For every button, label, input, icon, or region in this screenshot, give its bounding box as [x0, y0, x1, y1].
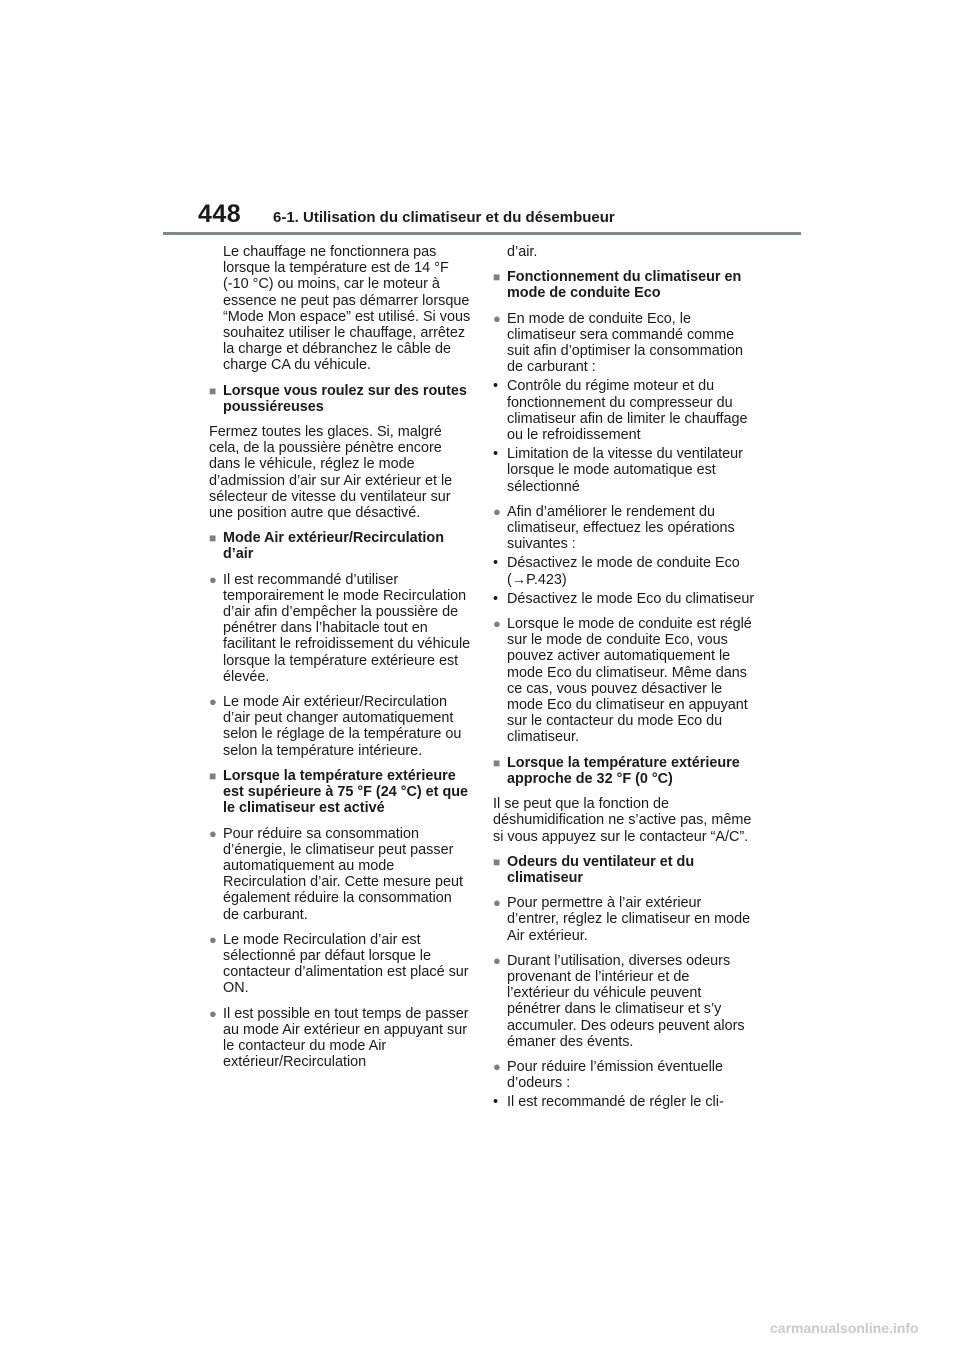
heading-air-mode: ■ Mode Air extérieur/Recirculation d’air — [209, 530, 444, 563]
paragraph-intro: Le chauffage ne fonctionnera pas lorsque la température est de 14 °F (-10 °C) ou moins, car le moteur à essence ne peut pas démarrer lorsque “Mode Mon espace” est utilisé. Si vous souhaitez utiliser le chauffage, arrêtez la charge et débranchez le câble de charge CA du véhicule. — [223, 244, 471, 374]
list-item: ● En mode de conduite Eco, le climatiseur sera commandé comme suit afin d’optimiser la consommation de carburant : — [493, 310, 743, 376]
list-item: ● Il est recommandé d’utiliser temporairement le mode Recirculation d’air afin d’empêcher la poussière de pénétrer dans l’habitacle tout en facilitant le refroidissement du véhicule lorsque la température extérieure est élevée. — [209, 571, 471, 685]
list-item: ● Pour réduire sa consommation d’énergie, le climatiseur peut passer automatiquement au mode Recirculation d’air. Cette mesure peut également réduire la consommation de carburant. — [209, 825, 463, 923]
list-item: ● Le mode Recirculation d’air est sélectionné par défaut lorsque le contacteur d’alimentation est placé sur ON. — [209, 931, 469, 997]
dot-icon: ● — [209, 931, 217, 947]
list-item: ● Pour réduire l’émission éventuelle d’odeurs : — [493, 1058, 723, 1092]
list-item: ● Lorsque le mode de conduite est réglé sur le mode de conduite Eco, vous pouvez activer automatiquement le mode Eco du climatiseur. Même dans ce cas, vous pouvez désactiver le mode Eco du climatiseur en appuyant sur le contacteur du mode Eco du climatiseur. — [493, 616, 752, 746]
sub-list — [493, 378, 755, 494]
section-title: 6-1. Utilisation du climatiseur et du désembueur — [273, 209, 615, 226]
dot-icon: ● — [209, 825, 217, 841]
paragraph-cold-outside: Il se peut que la fonction de déshumidification ne s’active pas, même si vous appuyez sur le contacteur “A/C”. — [493, 796, 752, 845]
list-item: ● Pour permettre à l’air extérieur d’entrer, réglez le climatiseur en mode Air extérieur. — [493, 895, 751, 944]
list-item: ● Il est possible en tout temps de passer au mode Air extérieur en appuyant sur le contacteur du mode Air extérieur/Recirculation — [209, 1005, 469, 1071]
bullet-icon: • — [493, 555, 499, 572]
dot-icon: ● — [209, 1005, 217, 1021]
sub-list-item: • Contrôle du régime moteur et du fonctionnement du compresseur du climatiseur afin de limiter le chauffage ou le refroidissement — [493, 378, 748, 444]
bullet-icon: • — [493, 446, 499, 463]
dot-icon: ● — [493, 895, 501, 911]
heading-cold-outside: ■ Lorsque la température extérieure approche de 32 °F (0 °C) — [493, 754, 740, 787]
sub-list-item: • Désactivez le mode de conduite Eco (→P.423) — [493, 555, 740, 588]
heading-eco-mode: ■ Fonctionnement du climatiseur en mode de conduite Eco — [493, 269, 742, 302]
dot-icon: ● — [209, 571, 217, 587]
left-column — [209, 244, 471, 1073]
square-icon: ■ — [493, 270, 501, 285]
sub-list-item: • Désactivez le mode Eco du climatiseur — [493, 590, 755, 607]
heading-odors: ■ Odeurs du ventilateur et du climatiseur — [493, 853, 695, 886]
watermark: carmanualsonline.info — [770, 1320, 919, 1336]
bullet-icon: • — [493, 590, 499, 607]
dot-icon: ● — [209, 694, 217, 710]
square-icon: ■ — [209, 531, 217, 546]
sub-list — [493, 555, 755, 607]
dot-icon: ● — [493, 952, 501, 968]
square-icon: ■ — [493, 755, 501, 770]
right-column — [493, 244, 755, 1120]
square-icon: ■ — [493, 854, 501, 869]
list-item: ● Durant l’utilisation, diverses odeurs provenant de l’intérieur et de l’extérieur du véhicule peuvent pénétrer dans le climatiseur et s’y accumuler. Des odeurs peuvent alors émaner des évents. — [493, 952, 745, 1050]
square-icon: ■ — [209, 383, 217, 398]
list-item: ● Afin d’améliorer le rendement du climatiseur, effectuez les opérations suivantes : — [493, 503, 735, 553]
header-divider — [163, 232, 801, 235]
paragraph-continued: d’air. — [507, 244, 538, 260]
page-number: 448 — [198, 200, 242, 228]
bullet-icon: • — [493, 378, 499, 395]
dot-icon: ● — [493, 503, 501, 519]
heading-hot-outside: ■ Lorsque la température extérieure est supérieure à 75 °F (24 °C) et que le climatiseur est activé — [209, 767, 469, 817]
dot-icon: ● — [493, 1058, 501, 1074]
dot-icon: ● — [493, 310, 501, 326]
heading-dusty-roads: ■ Lorsque vous roulez sur des routes poussiéreuses — [209, 382, 467, 415]
dot-icon: ● — [493, 616, 501, 632]
sub-list-item: • Il est recommandé de régler le cli- — [493, 1094, 724, 1111]
sub-list — [493, 1094, 755, 1110]
sub-list-item: • Limitation de la vitesse du ventilateur lorsque le mode automatique est sélectionné — [493, 446, 743, 495]
paragraph-dusty-roads: Fermez toutes les glaces. Si, malgré cela, de la poussière pénètre encore dans le véhicule, réglez le mode d’admission d’air sur Air extérieur et le sélecteur de vitesse du ventilateur sur une position autre que désactivé. — [209, 424, 453, 522]
list-item: ● Le mode Air extérieur/Recirculation d’air peut changer automatiquement selon le réglage de la température ou selon la température intérieure. — [209, 694, 462, 759]
bullet-icon: • — [493, 1094, 499, 1111]
square-icon: ■ — [209, 768, 217, 783]
